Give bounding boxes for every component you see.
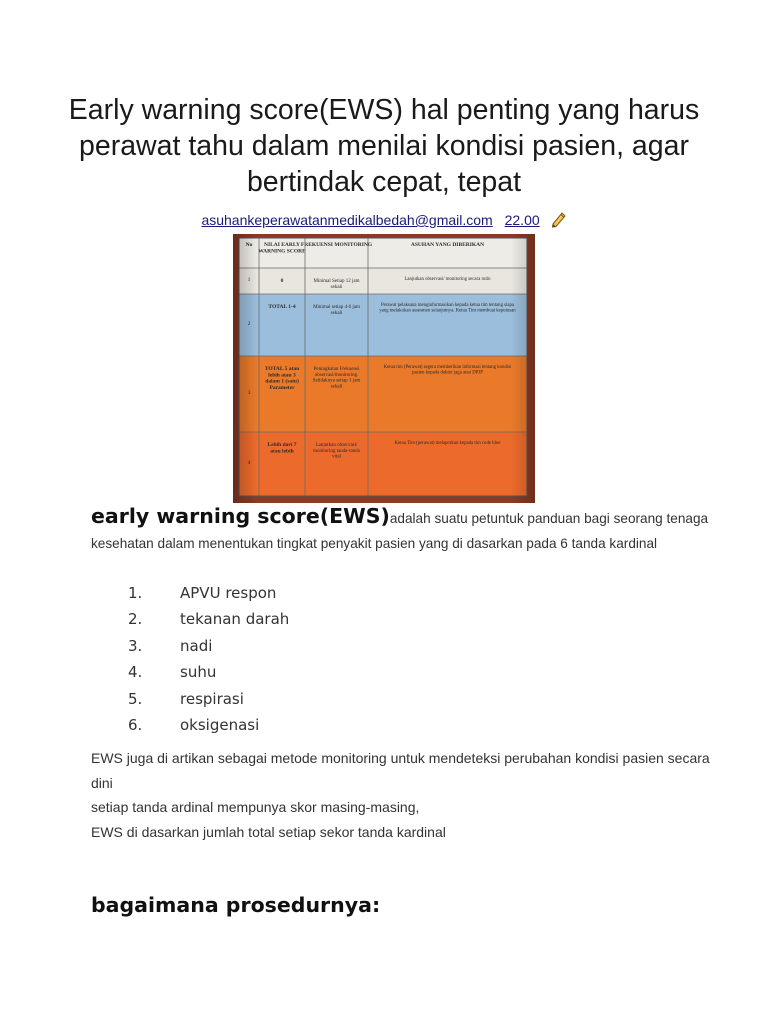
section-heading: bagaimana prosedurnya:: [91, 893, 381, 917]
ews-term: early warning score(EWS): [91, 504, 390, 528]
paragraph: EWS di dasarkan jumlah total setiap sekor tanda kardinal: [91, 823, 446, 840]
list-item: 3. nadi: [128, 636, 213, 655]
ews-definition-text: adalah suatu petuntuk panduan bagi seorang tenaga kesehatan dalam menentukan tingkat penyakit pasien yang di dasarkan pada 6 tanda kardinal: [91, 511, 709, 551]
body-paragraphs: [91, 746, 711, 844]
author-link[interactable]: asuhankeperawatanmedikalbedah@gmail.com: [201, 212, 493, 228]
cardinal-signs-list: [128, 584, 289, 742]
paragraph: setiap tanda ardinal mempunya skor masing-masing,: [91, 799, 420, 815]
list-item: 2. tekanan darah: [128, 610, 290, 629]
ews-table-photo: [233, 234, 535, 503]
list-item: 4. suhu: [128, 663, 217, 682]
list-item: 6. oksigenasi: [128, 715, 260, 734]
list-item: 1. APVU respon: [128, 584, 277, 602]
post-time-link[interactable]: 22.00: [504, 212, 540, 228]
paragraph: EWS juga di artikan sebagai metode monitoring untuk mendeteksi perubahan kondisi pasien secara dini: [91, 750, 710, 791]
page-title: Early warning score(EWS) hal penting yang harus perawat tahu dalam menilai kondisi pasien, agar bertindak cepat, tepat: [68, 94, 700, 198]
list-item: 5. respirasi: [128, 689, 244, 708]
ews-definition: [91, 504, 711, 556]
pencil-icon[interactable]: [550, 211, 567, 231]
post-meta: [0, 211, 768, 231]
